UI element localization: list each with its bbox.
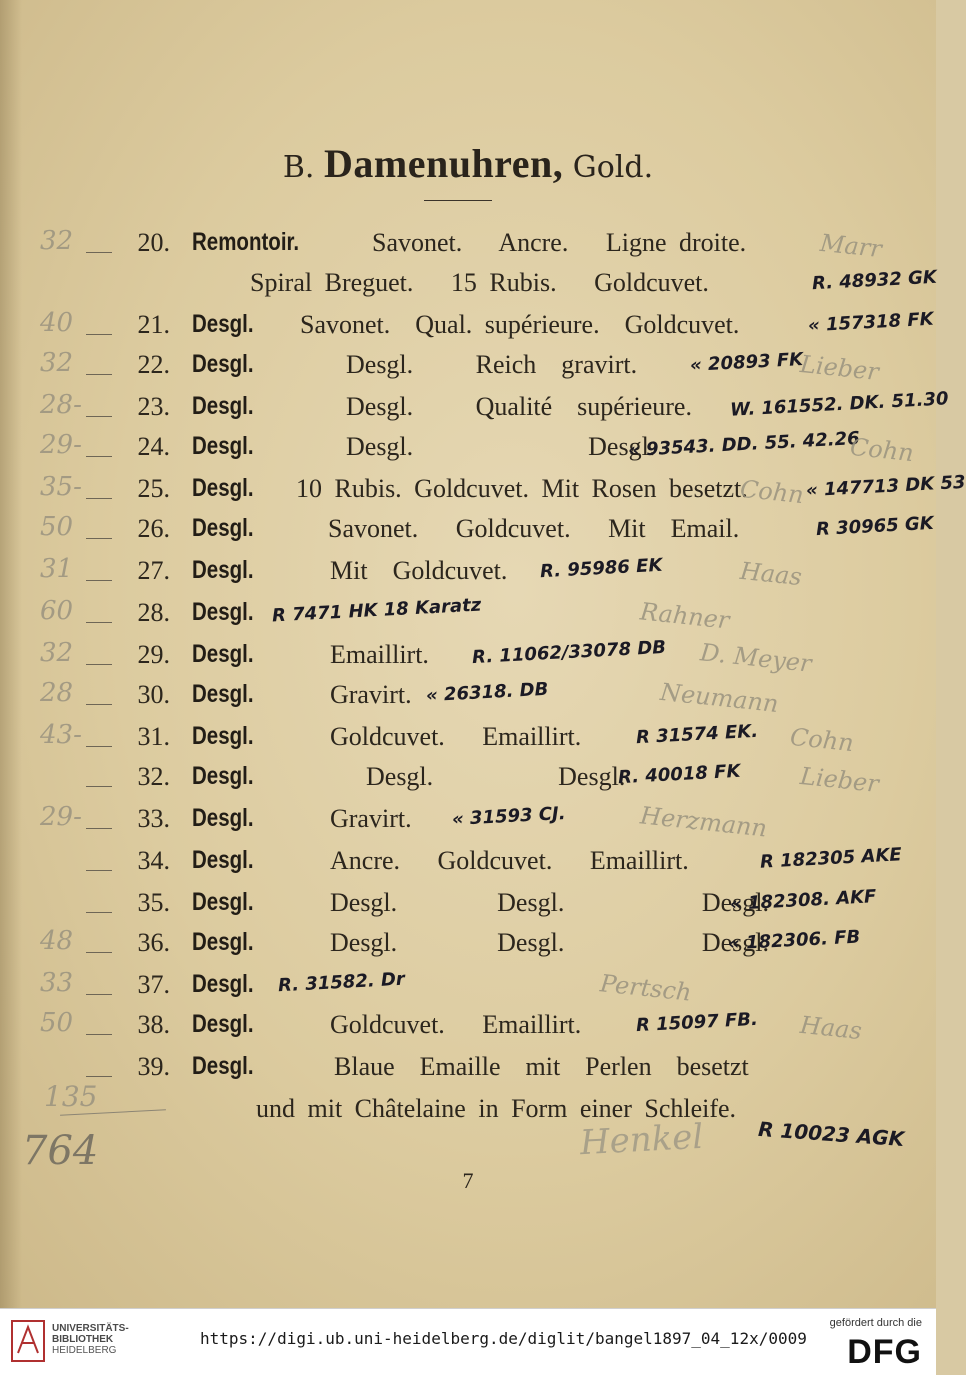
heading-rule bbox=[424, 200, 492, 201]
margin-dash bbox=[86, 912, 112, 913]
margin-pencil-price: 50 bbox=[40, 512, 74, 542]
ink-inventory-note: « 26318. DB bbox=[425, 678, 549, 707]
margin-pencil-price: 32 bbox=[40, 348, 74, 378]
viewer-footer bbox=[0, 1308, 936, 1375]
item-name: Desgl. bbox=[192, 804, 254, 832]
item-name: Desgl. bbox=[192, 1052, 254, 1080]
ink-inventory-note: W. 161552. DK. 51.30 bbox=[729, 388, 949, 421]
margin-dash bbox=[86, 334, 112, 335]
item-number: 25. bbox=[137, 474, 170, 503]
section-heading bbox=[0, 140, 936, 187]
margin-pencil-price: 29- bbox=[40, 802, 82, 832]
ink-inventory-note: R 182305 AKE bbox=[759, 844, 903, 873]
pencil-buyer-name: Pertsch bbox=[598, 969, 693, 1007]
item-number: 27. bbox=[137, 556, 170, 585]
pencil-buyer-name: Herzmann bbox=[638, 801, 769, 843]
item-row bbox=[0, 514, 936, 554]
heading-material: Gold. bbox=[572, 150, 654, 185]
item-description: Goldcuvet. Emaillirt. bbox=[330, 1010, 582, 1039]
margin-pencil-price: 60 bbox=[40, 596, 74, 626]
item-name: Desgl. bbox=[192, 556, 254, 584]
item-number: 20. bbox=[137, 228, 170, 257]
library-name bbox=[52, 1323, 129, 1356]
item-description: Desgl. Desgl. Desgl. bbox=[330, 928, 769, 957]
university-seal-icon bbox=[10, 1319, 46, 1363]
margin-pencil-price: 35- bbox=[40, 472, 82, 502]
item-description: Desgl. Qualité supérieure. bbox=[346, 392, 692, 421]
ink-inventory-note: « 31593 CJ. bbox=[451, 803, 567, 830]
item-number: 31. bbox=[137, 722, 170, 751]
pencil-buyer-name: D. Meyer bbox=[698, 638, 813, 678]
pencil-buyer-name: Lieber bbox=[798, 349, 881, 387]
item-description: Savonet. Goldcuvet. Mit Email. bbox=[328, 514, 740, 543]
item-description: Desgl. Desgl. Desgl. bbox=[330, 888, 769, 917]
pencil-buyer-name: Cohn bbox=[848, 432, 916, 468]
item-row bbox=[0, 762, 936, 802]
library-line-3: HEIDELBERG bbox=[52, 1345, 117, 1356]
item-name: Desgl. bbox=[192, 432, 254, 460]
item-description: 10 Rubis. Goldcuvet. Mit Rosen besetzt. bbox=[296, 474, 748, 503]
item-description: Goldcuvet. Emaillirt. bbox=[330, 722, 582, 751]
item-row bbox=[0, 636, 936, 680]
ink-inventory-note: « 147713 DK 53 bbox=[805, 471, 966, 502]
margin-pencil-price: 48 bbox=[40, 926, 74, 956]
item-description: Savonet. Ancre. Ligne droite. bbox=[372, 228, 747, 257]
item-row bbox=[0, 970, 936, 1010]
heading-letter: B. bbox=[282, 150, 315, 185]
ink-inventory-note: R. 11062/33078 DB bbox=[471, 636, 667, 669]
item-39-continuation: und mit Châtelaine in Form einer Schleife. bbox=[256, 1094, 737, 1123]
item-row bbox=[0, 471, 966, 514]
ink-inventory-note: R 30965 GK bbox=[815, 512, 935, 541]
item-name: Desgl. bbox=[192, 680, 254, 708]
item-row bbox=[0, 888, 936, 928]
item-number: 29. bbox=[137, 640, 170, 669]
permalink-url[interactable]: https://digi.ub.uni-heidelberg.de/diglit/bangel1897_04_12x/0009 bbox=[200, 1329, 807, 1348]
item-name: Remontoir. bbox=[192, 228, 300, 256]
item-row bbox=[0, 388, 949, 432]
item-row bbox=[0, 846, 936, 886]
item-row bbox=[0, 801, 936, 844]
margin-pencil-total: 135 bbox=[44, 1080, 98, 1113]
pencil-buyer-name: Cohn bbox=[738, 474, 806, 510]
item-number: 37. bbox=[137, 970, 170, 999]
item-name: Desgl. bbox=[192, 310, 254, 338]
item-description: Gravirt. bbox=[330, 680, 412, 709]
item-name: Desgl. bbox=[192, 846, 254, 874]
item-description: Gravirt. bbox=[330, 804, 412, 833]
item-row bbox=[0, 1052, 936, 1092]
margin-dash bbox=[86, 786, 112, 787]
item-description: Emaillirt. bbox=[330, 640, 429, 669]
pencil-buyer-name: Cohn bbox=[788, 722, 856, 758]
item-number: 33. bbox=[137, 804, 170, 833]
margin-dash bbox=[86, 252, 112, 253]
item-name: Desgl. bbox=[192, 1010, 254, 1038]
margin-dash bbox=[86, 870, 112, 871]
ink-inventory-note: R 31574 EK. bbox=[635, 720, 759, 749]
item-number: 24. bbox=[137, 432, 170, 461]
item-number: 22. bbox=[137, 350, 170, 379]
item-row bbox=[0, 228, 936, 268]
pencil-buyer-name: Lieber bbox=[798, 761, 881, 799]
margin-dash bbox=[86, 416, 112, 417]
ink-inventory-note: « 20893 FK bbox=[689, 349, 804, 376]
library-line-2: BIBLIOTHEK bbox=[52, 1334, 114, 1345]
item-name: Desgl. bbox=[192, 350, 254, 378]
item-number: 39. bbox=[137, 1052, 170, 1081]
item-row bbox=[0, 427, 936, 472]
pencil-buyer-name: Neumann bbox=[658, 677, 780, 719]
item-number: 38. bbox=[137, 1010, 170, 1039]
item-row bbox=[0, 594, 936, 638]
item-name: Desgl. bbox=[192, 474, 254, 502]
margin-pencil-price: 33 bbox=[40, 968, 74, 998]
item-description: Desgl. Desgl. bbox=[346, 432, 656, 461]
item-description: Ancre. Goldcuvet. Emaillirt. bbox=[330, 846, 689, 875]
pencil-buyer-name: Haas bbox=[738, 556, 804, 592]
heading-main: Damenuhren, bbox=[323, 141, 564, 186]
margin-pencil-price: 50 bbox=[40, 1008, 74, 1038]
library-line-1: UNIVERSITÄTS- bbox=[52, 1323, 129, 1334]
item-description: Savonet. Qual. supérieure. Goldcuvet. bbox=[300, 310, 740, 339]
item-row bbox=[0, 928, 936, 968]
margin-pencil-price: 28 bbox=[40, 678, 74, 708]
margin-pencil-price: 28- bbox=[40, 390, 82, 420]
margin-pencil-price: 31 bbox=[40, 554, 74, 584]
item-number: 23. bbox=[137, 392, 170, 421]
margin-dash bbox=[86, 498, 112, 499]
pencil-buyer-name: Haas bbox=[798, 1010, 864, 1046]
pencil-buyer-name: Marr bbox=[818, 228, 884, 264]
item-row bbox=[0, 722, 936, 762]
margin-dash bbox=[86, 828, 112, 829]
item-row bbox=[0, 556, 936, 596]
item-number: 21. bbox=[137, 310, 170, 339]
margin-dash bbox=[86, 746, 112, 747]
item-name: Desgl. bbox=[192, 928, 254, 956]
item-description: Spiral Breguet. 15 Rubis. Goldcuvet. bbox=[250, 268, 709, 297]
margin-dash bbox=[86, 704, 112, 705]
item-name: Desgl. bbox=[192, 514, 254, 542]
dfg-logo: DFG bbox=[847, 1333, 922, 1371]
ink-inventory-note: R. 31582. Dr bbox=[277, 968, 406, 997]
ink-inventory-note: R. 40018 FK bbox=[617, 760, 741, 789]
margin-dash bbox=[86, 664, 112, 665]
item-name: Desgl. bbox=[192, 762, 254, 790]
item-number: 32. bbox=[137, 762, 170, 791]
ink-inventory-note: « 93543. DD. 55. 42.26 bbox=[627, 427, 861, 462]
ink-inventory-note: « 157318 FK bbox=[807, 308, 935, 337]
item-row bbox=[0, 310, 936, 350]
margin-pencil-price: 40 bbox=[40, 308, 74, 338]
item-number: 35. bbox=[137, 888, 170, 917]
ink-inventory-note: « 182306. FB bbox=[727, 926, 861, 955]
pencil-buyer-name: Rahner bbox=[638, 597, 731, 635]
item-name: Desgl. bbox=[192, 598, 254, 626]
margin-pencil-price: 32 bbox=[40, 638, 74, 668]
item-number: 26. bbox=[137, 514, 170, 543]
item-row bbox=[0, 268, 936, 308]
item-number: 34. bbox=[137, 846, 170, 875]
margin-dash bbox=[86, 1076, 112, 1077]
item-39-ink-note: R 10023 AGK bbox=[757, 1116, 905, 1152]
ink-inventory-note: R. 48932 GK bbox=[811, 266, 938, 295]
item-name: Desgl. bbox=[192, 888, 254, 916]
item-number: 36. bbox=[137, 928, 170, 957]
margin-dash bbox=[86, 456, 112, 457]
item-description: Blaue Emaille mit Perlen besetzt bbox=[334, 1052, 749, 1081]
item-name: Desgl. bbox=[192, 392, 254, 420]
page-number: 7 bbox=[462, 1168, 474, 1193]
item-name: Desgl. bbox=[192, 722, 254, 750]
ink-inventory-note: R 7471 HK 18 Karatz bbox=[271, 594, 482, 627]
funding-label: gefördert durch die bbox=[829, 1317, 922, 1329]
margin-pencil-price: 29- bbox=[40, 430, 82, 460]
ink-inventory-note: R. 95986 EK bbox=[539, 554, 663, 583]
ink-inventory-note: R 15097 FB. bbox=[635, 1008, 759, 1037]
margin-grand-total: 764 bbox=[22, 1128, 99, 1174]
margin-dash bbox=[86, 538, 112, 539]
ink-inventory-note: « 182308. AKF bbox=[729, 886, 877, 915]
margin-pencil-price: 43- bbox=[40, 720, 82, 750]
margin-pencil-price: 32 bbox=[40, 226, 74, 256]
margin-dash bbox=[86, 580, 112, 581]
item-name: Desgl. bbox=[192, 970, 254, 998]
item-description: Mit Goldcuvet. bbox=[330, 556, 508, 585]
item-row bbox=[0, 350, 936, 390]
item-description: Desgl. Reich gravirt. bbox=[346, 350, 638, 379]
item-number: 30. bbox=[137, 680, 170, 709]
item-description: Desgl. Desgl. bbox=[366, 762, 626, 791]
item-number: 28. bbox=[137, 598, 170, 627]
margin-dash bbox=[86, 1034, 112, 1035]
margin-dash bbox=[86, 952, 112, 953]
margin-dash bbox=[86, 622, 112, 623]
margin-dash bbox=[86, 374, 112, 375]
margin-dash bbox=[86, 994, 112, 995]
item-row bbox=[0, 1010, 936, 1050]
margin-signature: Henkel bbox=[579, 1116, 705, 1164]
item-name: Desgl. bbox=[192, 640, 254, 668]
item-row bbox=[0, 677, 936, 720]
